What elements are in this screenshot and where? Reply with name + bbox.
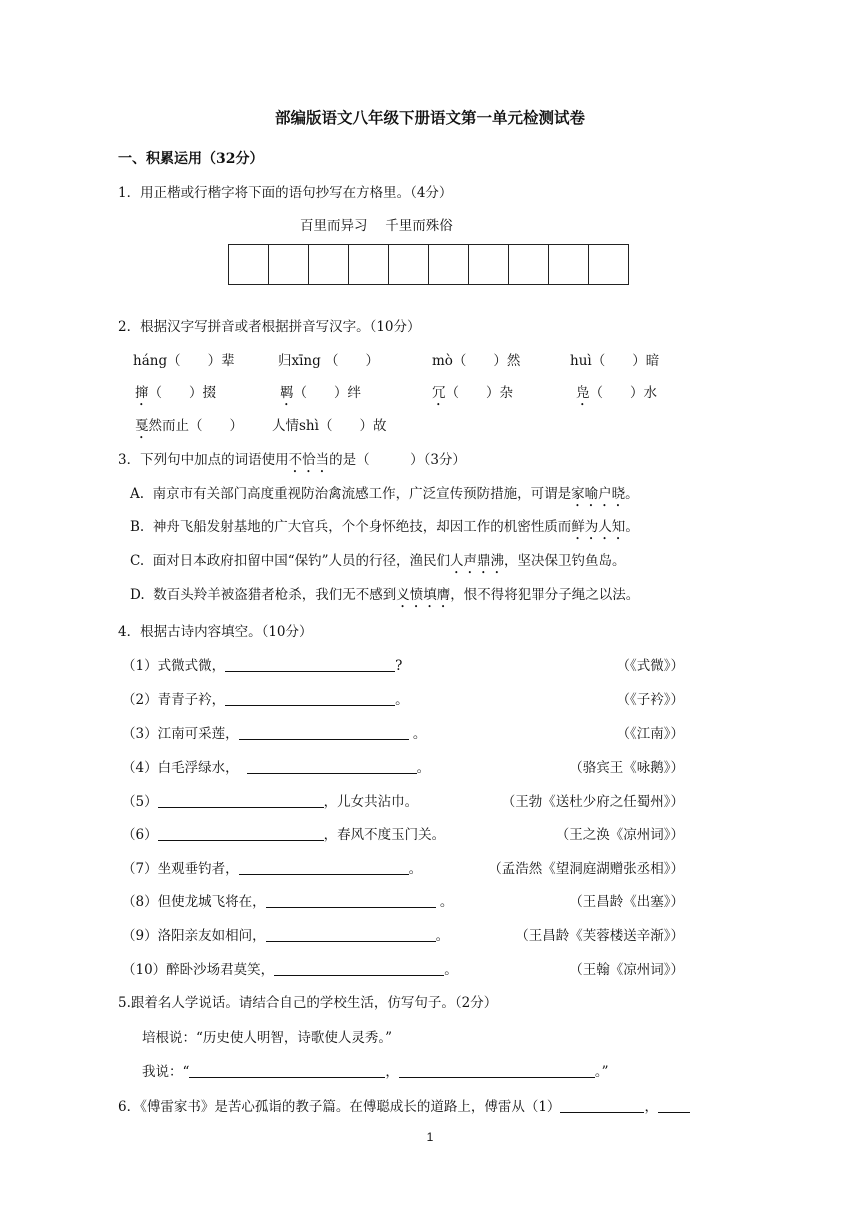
dotted-word: 家喻户晓 [571, 486, 626, 502]
poem-source: （王之涣《凉州词》） [555, 827, 684, 843]
answer-blank[interactable] [658, 1098, 690, 1113]
poem-line: （10）醉卧沙场君莫笑， 。 [122, 962, 458, 978]
pinyin-blank: （ ）水 [589, 385, 657, 401]
pinyin-item [280, 381, 361, 409]
dotted-char: 戛 [135, 418, 149, 434]
pinyin-blank: （ ）掇 [148, 385, 216, 401]
dotted-word: 人声鼎沸 [450, 553, 505, 569]
answer-blank[interactable] [239, 725, 409, 740]
grid-cell[interactable] [229, 245, 269, 284]
poem-line: （1）式微式微， ? [122, 658, 403, 674]
option-label: B. [130, 519, 145, 535]
poem-line: （3）江南可采莲， 。 [122, 726, 427, 742]
poem-line: （4）白毛浮绿水， 。 [122, 760, 431, 776]
poem-line: （5） ，儿女共沾巾。 [122, 794, 419, 810]
answer-blank[interactable] [274, 961, 444, 976]
poem-source: （《式微》） [616, 658, 684, 674]
grid-cell[interactable] [349, 245, 389, 284]
dotted-word: 义愤填膺 [396, 587, 451, 603]
answer-blank[interactable] [560, 1098, 644, 1113]
option-c[interactable]: C. 面对日本政府扣留中国“保钓”人员的行径，渔民们人声鼎沸，坚决保卫钓鱼岛。 [130, 553, 626, 569]
poem-source: （王勃《送杜少府之任蜀州》） [501, 794, 684, 810]
grid-cell[interactable] [509, 245, 549, 284]
pinyin-item [135, 414, 243, 442]
dotted-char: 冗 [432, 385, 446, 401]
pinyin-item [135, 381, 216, 409]
imitation-line: 我说：“ ， 。” [142, 1064, 609, 1080]
option-a[interactable]: A. 南京市有关部门高度重视防治禽流感工作，广泛宣传预防措施，可谓是家喻户晓。 [130, 486, 639, 502]
poem-line: （9）洛阳亲友如相问， 。 [122, 928, 450, 944]
poem-source: （王翰《凉州词》） [569, 962, 684, 978]
pinyin-item: 归xīng （ ） [278, 353, 380, 369]
writing-grid[interactable] [228, 244, 629, 285]
dotted-word: 不恰当 [288, 452, 330, 468]
dotted-char: 撺 [135, 385, 149, 401]
answer-blank[interactable] [158, 826, 324, 841]
page-title: 部编版语文八年级下册语文第一单元检测试卷 [274, 108, 585, 127]
option-label: C. [130, 553, 145, 569]
dotted-char: 凫 [576, 385, 590, 401]
pinyin-blank: 人情shì（ ）故 [272, 418, 387, 434]
grid-cell[interactable] [549, 245, 589, 284]
section-heading: 一、积累运用（32分） [118, 151, 264, 167]
question-2: 2．根据汉字写拼音或者根据拼音写汉字。（10分） [118, 319, 421, 335]
answer-blank[interactable] [189, 1063, 385, 1078]
poem-source: （《江南》） [616, 726, 684, 742]
answer-blank[interactable] [225, 691, 395, 706]
pinyin-item [576, 381, 657, 409]
pinyin-blank: 然而止（ ） [148, 418, 243, 434]
pinyin-item [432, 381, 513, 409]
grid-cell[interactable] [309, 245, 349, 284]
answer-blank[interactable] [266, 893, 436, 908]
answer-blank[interactable] [225, 657, 395, 672]
answer-blank[interactable] [158, 793, 324, 808]
answer-blank[interactable] [247, 759, 417, 774]
dotted-char: 羁 [280, 385, 294, 401]
pinyin-item: háng（ ）辈 [133, 353, 235, 369]
example-sentence: 培根说：“历史使人明智，诗歌使人灵秀。” [142, 1030, 393, 1046]
grid-cell[interactable] [269, 245, 309, 284]
question-1: 1．用正楷或行楷字将下面的语句抄写在方格里。（4分） [118, 185, 453, 201]
answer-blank[interactable] [266, 927, 436, 942]
page-number: 1 [426, 1130, 434, 1144]
copy-phrase: 百里而异习 千里而殊俗 [300, 218, 453, 234]
grid-cell[interactable] [429, 245, 469, 284]
answer-blank[interactable] [239, 860, 409, 875]
question-3: 3．下列句中加点的词语使用不恰当的是（ ）（3分） [118, 452, 466, 468]
answer-blank[interactable] [399, 1063, 595, 1078]
poem-line: （2）青青子衿， 。 [122, 692, 409, 708]
poem-source: （王昌龄《芙蓉楼送辛渐》） [515, 928, 684, 944]
question-6: 6．《傅雷家书》是苦心孤诣的教子篇。在傅聪成长的道路上，傅雷从（1） ， [118, 1095, 690, 1115]
poem-line: （7）坐观垂钓者， 。 [122, 861, 423, 877]
option-b[interactable]: B. 神舟飞船发射基地的广大官兵，个个身怀绝技，却因工作的机密性质而鲜为人知。 [130, 519, 639, 535]
pinyin-item: huì（ ）暗 [570, 353, 660, 369]
option-d[interactable]: D. 数百头羚羊被盗猎者枪杀，我们无不感到义愤填膺，恨不得将犯罪分子绳之以法。 [130, 587, 640, 603]
grid-cell[interactable] [389, 245, 429, 284]
pinyin-item: mò（ ）然 [432, 353, 521, 369]
poem-line: （8）但使龙城飞将在， 。 [122, 894, 454, 910]
question-5: 5.跟着名人学说话。请结合自己的学校生活，仿写句子。（2分） [118, 995, 498, 1011]
poem-source: （《子衿》） [616, 692, 684, 708]
grid-cell[interactable] [469, 245, 509, 284]
pinyin-item [272, 414, 386, 434]
poem-source: （王昌龄《出塞》） [569, 894, 684, 910]
poem-line: （6） ，春风不度玉门关。 [122, 827, 446, 843]
grid-cell[interactable] [589, 245, 628, 284]
option-label: D. [130, 587, 145, 603]
poem-source: （骆宾王《咏鹅》） [569, 760, 684, 776]
pinyin-blank: （ ）杂 [445, 385, 513, 401]
question-4: 4．根据古诗内容填空。（10分） [118, 624, 313, 640]
option-label: A. [130, 486, 145, 502]
poem-source: （孟浩然《望洞庭湖赠张丞相》） [488, 861, 684, 877]
pinyin-blank: （ ）绊 [293, 385, 361, 401]
dotted-word: 鲜为人知 [571, 519, 626, 535]
